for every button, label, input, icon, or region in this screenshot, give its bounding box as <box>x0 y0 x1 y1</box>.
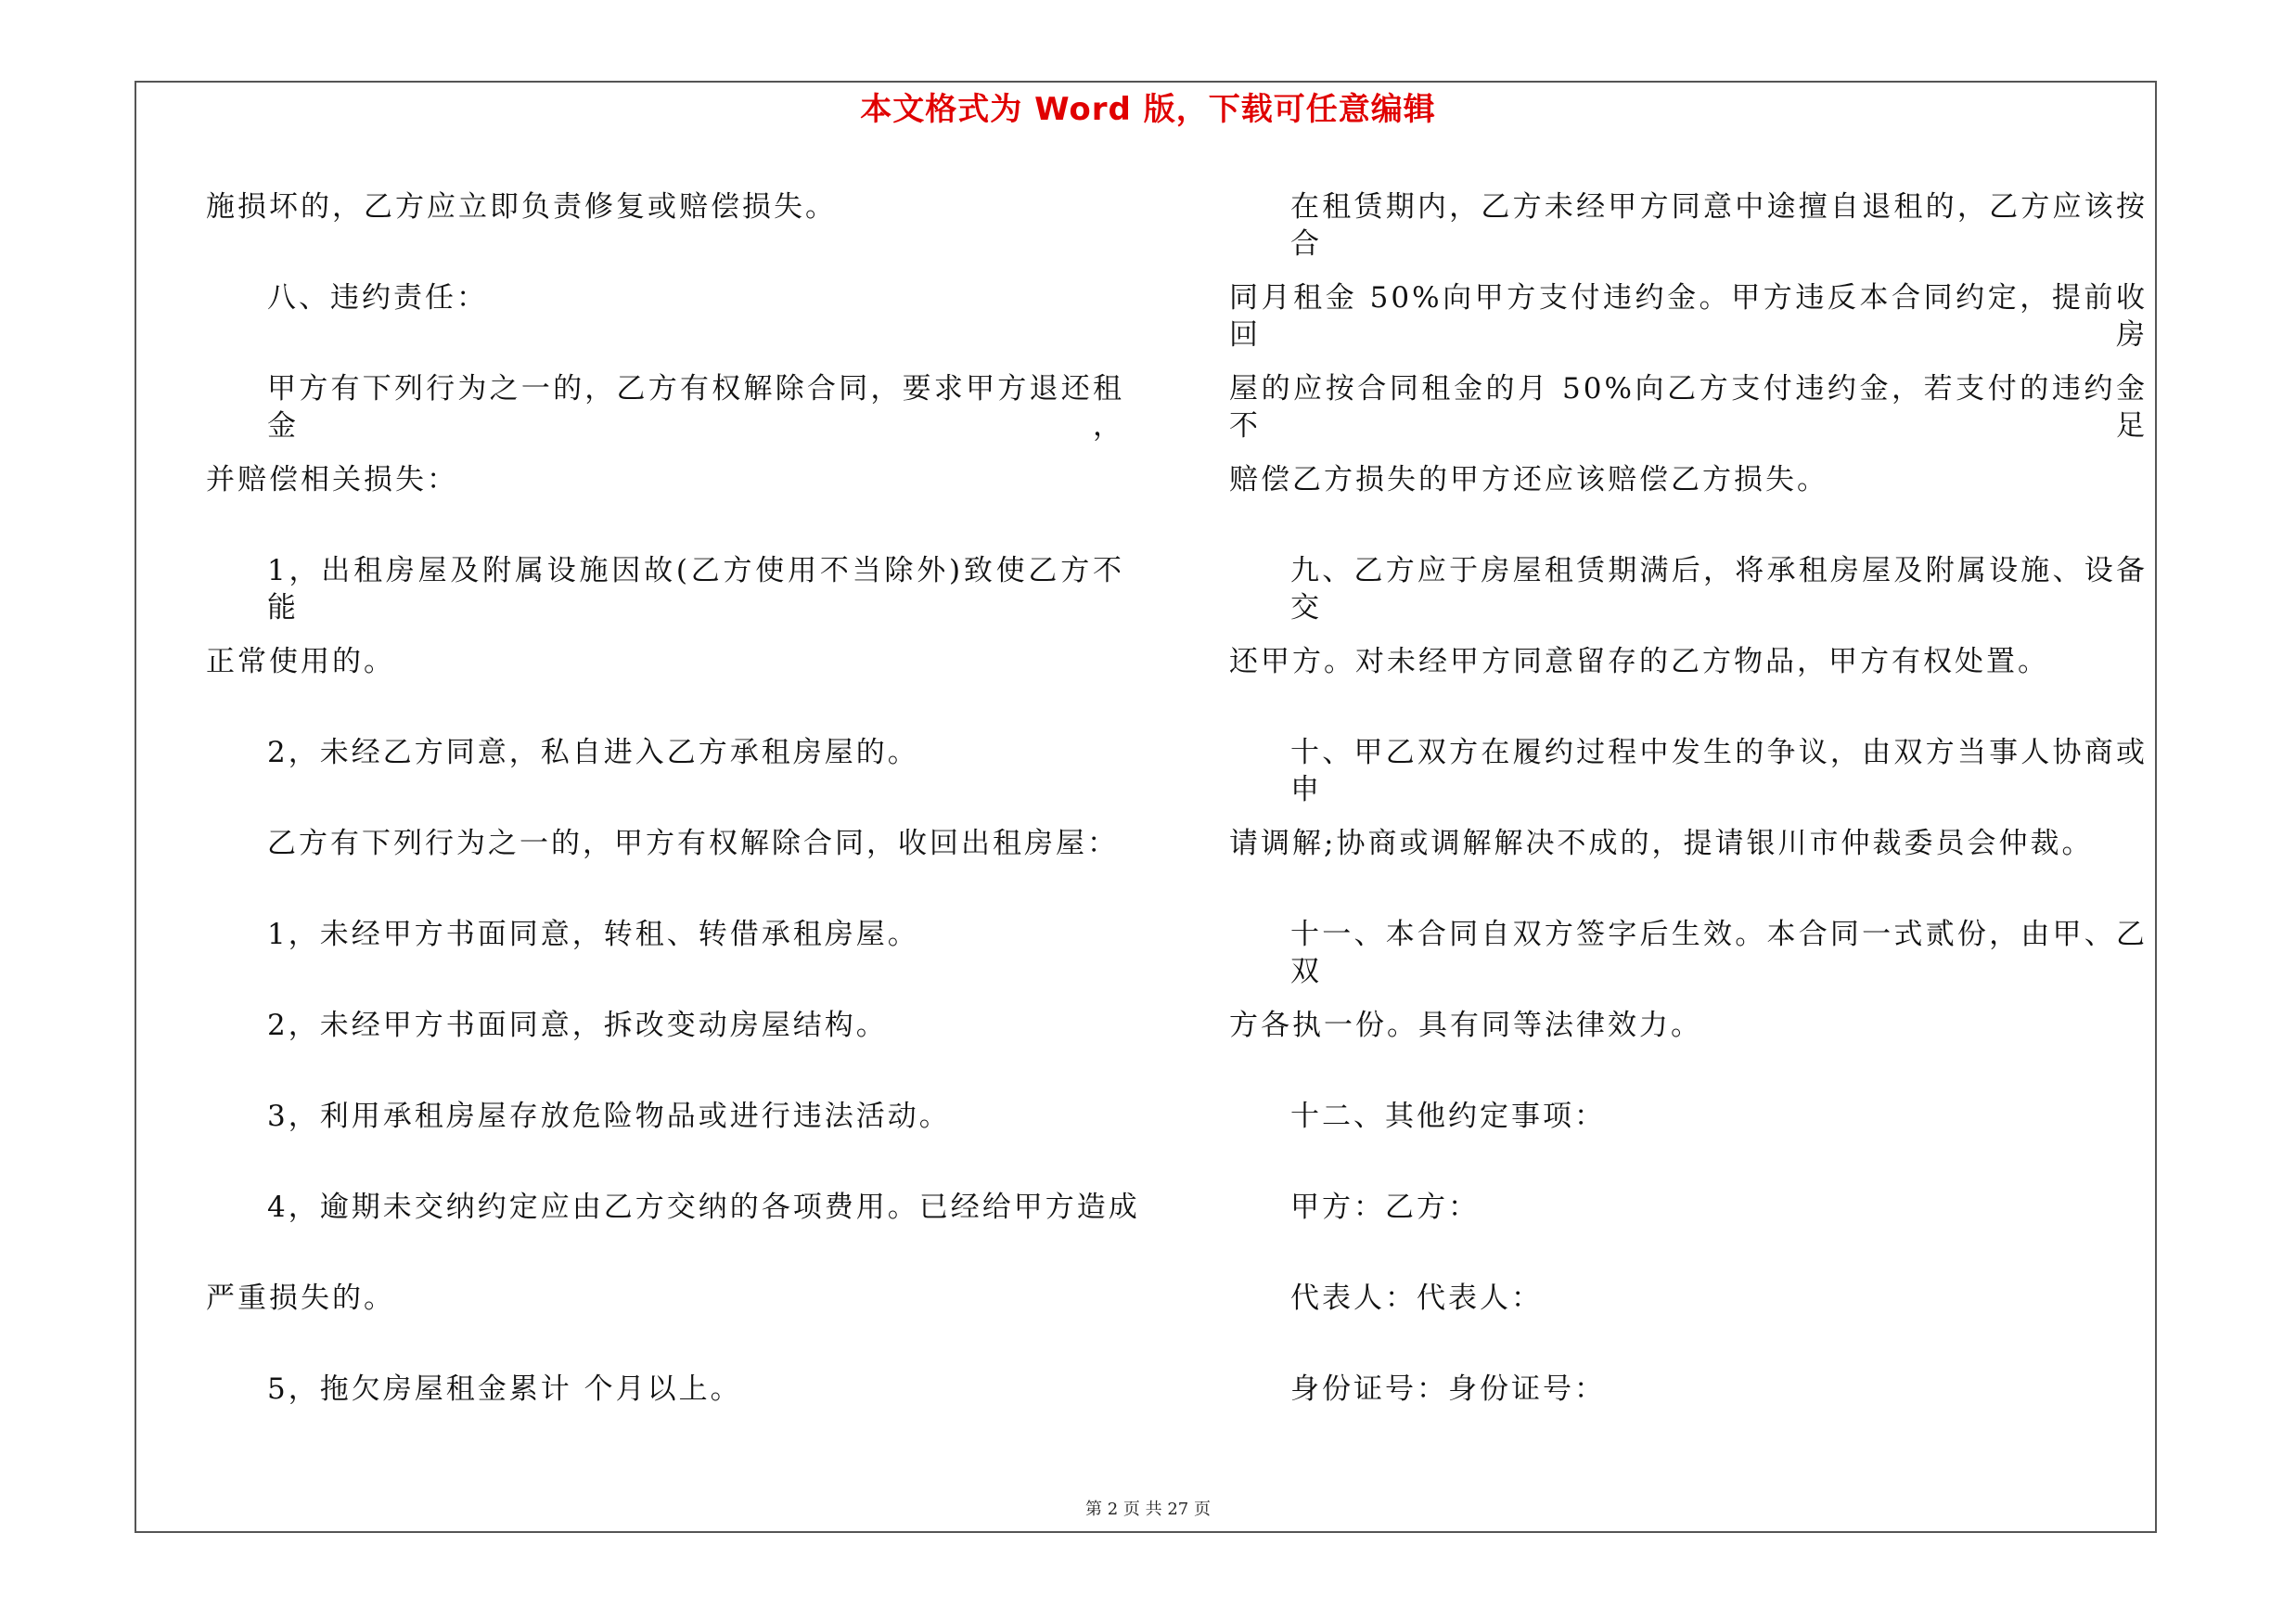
list-item: 5，拖欠房屋租金累计 个月以上。 <box>267 1372 742 1406</box>
signature-party-line: 甲方：乙方： <box>1290 1191 1480 1224</box>
list-item: 4，逾期未交纳约定应由乙方交纳的各项费用。已经给甲方造成 <box>267 1191 1140 1224</box>
paragraph-line: 甲方有下列行为之一的，乙方有权解除合同，要求甲方退还租金， <box>267 372 1124 443</box>
list-item: 2，未经甲方书面同意，拆改变动房屋结构。 <box>267 1009 888 1042</box>
paragraph-line: 屋的应按合同租金的月 50%向乙方支付违约金，若支付的违约金不足 <box>1229 372 2148 443</box>
list-item: 3，利用承租房屋存放危险物品或进行违法活动。 <box>267 1100 951 1133</box>
paragraph-line: 并赔偿相关损失： <box>206 463 458 496</box>
section-heading-breach: 八、违约责任： <box>267 281 488 315</box>
paragraph-line: 请调解;协商或调解解决不成的，提请银川市仲裁委员会仲裁。 <box>1229 827 2094 860</box>
list-item: 2，未经乙方同意，私自进入乙方承租房屋的。 <box>267 736 919 769</box>
signature-id-line: 身份证号：身份证号： <box>1290 1372 1606 1406</box>
paragraph-line: 正常使用的。 <box>206 645 395 678</box>
word-format-banner: 本文格式为 Word 版，下载可任意编辑 <box>860 91 1436 128</box>
signature-representative-line: 代表人：代表人： <box>1290 1282 1543 1315</box>
paragraph-line: 乙方有下列行为之一的，甲方有权解除合同，收回出租房屋： <box>267 827 1119 860</box>
section-eleven: 十一、本合同自双方签字后生效。本合同一式贰份，由甲、乙双 <box>1290 918 2148 988</box>
paragraph-line: 还甲方。对未经甲方同意留存的乙方物品，甲方有权处置。 <box>1229 645 2049 678</box>
paragraph-line: 赔偿乙方损失的甲方还应该赔偿乙方损失。 <box>1229 463 1828 496</box>
paragraph-line: 在租赁期内，乙方未经甲方同意中途擅自退租的，乙方应该按合 <box>1290 190 2148 261</box>
section-twelve: 十二、其他约定事项： <box>1290 1100 1606 1133</box>
paragraph-line: 严重损失的。 <box>206 1282 395 1315</box>
paragraph-line: 施损坏的，乙方应立即负责修复或赔偿损失。 <box>206 190 837 224</box>
section-nine: 九、乙方应于房屋租赁期满后，将承租房屋及附属设施、设备交 <box>1290 554 2148 625</box>
list-item: 1，出租房屋及附属设施因故(乙方使用不当除外)致使乙方不能 <box>267 554 1124 625</box>
list-item: 1，未经甲方书面同意，转租、转借承租房屋。 <box>267 918 919 951</box>
paragraph-line: 同月租金 50%向甲方支付违约金。甲方违反本合同约定，提前收回房 <box>1229 281 2148 352</box>
page-number-footer: 第 2 页 共 27 页 <box>1085 1500 1211 1519</box>
section-ten: 十、甲乙双方在履约过程中发生的争议，由双方当事人协商或申 <box>1290 736 2148 806</box>
paragraph-line: 方各执一份。具有同等法律效力。 <box>1229 1009 1702 1042</box>
